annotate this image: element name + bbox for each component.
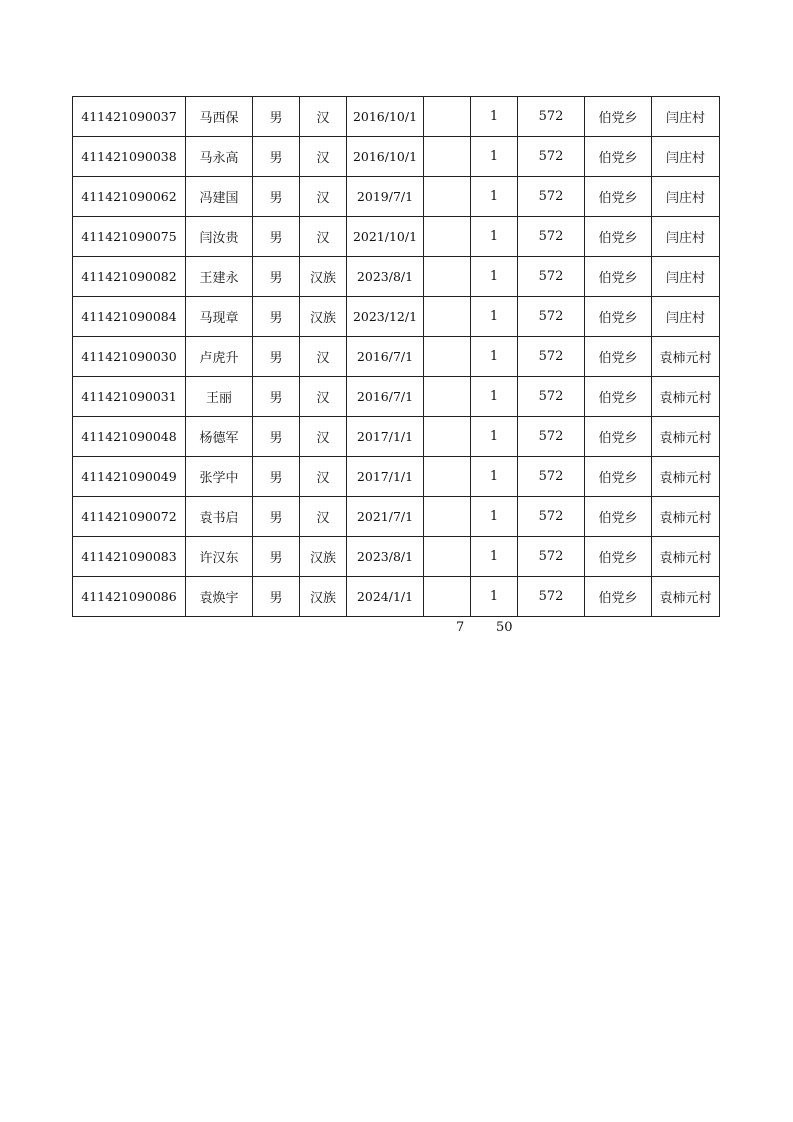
cell-township: 伯党乡: [585, 497, 652, 537]
table-row: [73, 297, 720, 337]
cell-ethnicity: 汉: [300, 137, 347, 177]
cell-id-number: 411421090082: [73, 257, 186, 297]
cell-count: 1: [471, 417, 518, 457]
cell-name: 马永高: [186, 137, 253, 177]
cell-blank: [424, 537, 471, 577]
cell-township: 伯党乡: [585, 377, 652, 417]
cell-village: 闫庄村: [652, 137, 720, 177]
cell-amount: 572: [518, 577, 585, 617]
cell-ethnicity: 汉: [300, 177, 347, 217]
cell-blank: [424, 97, 471, 137]
records-table-body: [73, 97, 720, 617]
cell-name: 杨德军: [186, 417, 253, 457]
cell-blank: [424, 377, 471, 417]
cell-amount: 572: [518, 217, 585, 257]
cell-village: 闫庄村: [652, 177, 720, 217]
cell-id-number: 411421090084: [73, 297, 186, 337]
cell-blank: [424, 417, 471, 457]
cell-village: 袁柿元村: [652, 577, 720, 617]
cell-amount: 572: [518, 497, 585, 537]
cell-blank: [424, 257, 471, 297]
cell-amount: 572: [518, 177, 585, 217]
cell-village: 袁柿元村: [652, 417, 720, 457]
cell-township: 伯党乡: [585, 297, 652, 337]
cell-count: 1: [471, 497, 518, 537]
cell-amount: 572: [518, 137, 585, 177]
table-row: [73, 497, 720, 537]
cell-name: 卢虎升: [186, 337, 253, 377]
cell-ethnicity: 汉: [300, 497, 347, 537]
cell-count: 1: [471, 577, 518, 617]
cell-id-number: 411421090038: [73, 137, 186, 177]
cell-date: 2016/7/1: [347, 377, 424, 417]
cell-id-number: 411421090031: [73, 377, 186, 417]
cell-blank: [424, 217, 471, 257]
records-table: [72, 96, 720, 617]
cell-count: 1: [471, 457, 518, 497]
cell-ethnicity: 汉族: [300, 537, 347, 577]
cell-id-number: 411421090083: [73, 537, 186, 577]
cell-village: 闫庄村: [652, 257, 720, 297]
cell-sex: 男: [253, 537, 300, 577]
cell-village: 闫庄村: [652, 217, 720, 257]
cell-date: 2021/7/1: [347, 497, 424, 537]
cell-amount: 572: [518, 377, 585, 417]
cell-name: 王建永: [186, 257, 253, 297]
cell-count: 1: [471, 537, 518, 577]
cell-township: 伯党乡: [585, 577, 652, 617]
cell-township: 伯党乡: [585, 537, 652, 577]
cell-blank: [424, 337, 471, 377]
cell-sex: 男: [253, 337, 300, 377]
cell-name: 许汉东: [186, 537, 253, 577]
cell-village: 袁柿元村: [652, 497, 720, 537]
cell-sex: 男: [253, 217, 300, 257]
table-row: [73, 97, 720, 137]
cell-sex: 男: [253, 377, 300, 417]
cell-ethnicity: 汉: [300, 337, 347, 377]
cell-ethnicity: 汉: [300, 417, 347, 457]
cell-sex: 男: [253, 97, 300, 137]
cell-amount: 572: [518, 97, 585, 137]
cell-township: 伯党乡: [585, 257, 652, 297]
cell-count: 1: [471, 97, 518, 137]
cell-count: 1: [471, 177, 518, 217]
cell-blank: [424, 457, 471, 497]
table-row: [73, 217, 720, 257]
cell-name: 王丽: [186, 377, 253, 417]
cell-village: 袁柿元村: [652, 377, 720, 417]
cell-date: 2023/8/1: [347, 537, 424, 577]
cell-township: 伯党乡: [585, 97, 652, 137]
cell-amount: 572: [518, 457, 585, 497]
cell-date: 2023/8/1: [347, 257, 424, 297]
cell-township: 伯党乡: [585, 337, 652, 377]
table-row: [73, 577, 720, 617]
cell-blank: [424, 297, 471, 337]
cell-ethnicity: 汉族: [300, 257, 347, 297]
cell-ethnicity: 汉: [300, 217, 347, 257]
cell-count: 1: [471, 137, 518, 177]
cell-amount: 572: [518, 297, 585, 337]
cell-sex: 男: [253, 577, 300, 617]
cell-name: 闫汝贵: [186, 217, 253, 257]
cell-date: 2016/10/1: [347, 137, 424, 177]
cell-township: 伯党乡: [585, 217, 652, 257]
cell-township: 伯党乡: [585, 457, 652, 497]
cell-id-number: 411421090037: [73, 97, 186, 137]
cell-id-number: 411421090072: [73, 497, 186, 537]
cell-date: 2019/7/1: [347, 177, 424, 217]
cell-count: 1: [471, 257, 518, 297]
cell-ethnicity: 汉: [300, 457, 347, 497]
cell-village: 闫庄村: [652, 297, 720, 337]
table-row: [73, 417, 720, 457]
cell-name: 马西保: [186, 97, 253, 137]
table-row: [73, 137, 720, 177]
cell-sex: 男: [253, 137, 300, 177]
cell-id-number: 411421090075: [73, 217, 186, 257]
cell-amount: 572: [518, 337, 585, 377]
cell-id-number: 411421090030: [73, 337, 186, 377]
table-row: [73, 377, 720, 417]
table-row: [73, 337, 720, 377]
cell-blank: [424, 137, 471, 177]
cell-name: 张学中: [186, 457, 253, 497]
cell-ethnicity: 汉: [300, 97, 347, 137]
cell-date: 2016/7/1: [347, 337, 424, 377]
cell-ethnicity: 汉: [300, 377, 347, 417]
cell-id-number: 411421090086: [73, 577, 186, 617]
cell-sex: 男: [253, 257, 300, 297]
cell-count: 1: [471, 297, 518, 337]
cell-blank: [424, 577, 471, 617]
cell-id-number: 411421090062: [73, 177, 186, 217]
cell-sex: 男: [253, 297, 300, 337]
cell-amount: 572: [518, 537, 585, 577]
cell-id-number: 411421090049: [73, 457, 186, 497]
cell-ethnicity: 汉族: [300, 297, 347, 337]
cell-date: 2023/12/1: [347, 297, 424, 337]
cell-village: 袁柿元村: [652, 337, 720, 377]
cell-name: 冯建国: [186, 177, 253, 217]
cell-sex: 男: [253, 497, 300, 537]
cell-village: 闫庄村: [652, 97, 720, 137]
cell-sex: 男: [253, 417, 300, 457]
cell-amount: 572: [518, 417, 585, 457]
total-count-right: 50: [496, 620, 513, 635]
cell-date: 2017/1/1: [347, 457, 424, 497]
cell-name: 马现章: [186, 297, 253, 337]
cell-date: 2021/10/1: [347, 217, 424, 257]
table-row: [73, 257, 720, 297]
cell-name: 袁焕宇: [186, 577, 253, 617]
cell-sex: 男: [253, 177, 300, 217]
table-row: [73, 457, 720, 497]
cell-ethnicity: 汉族: [300, 577, 347, 617]
cell-blank: [424, 497, 471, 537]
cell-date: 2017/1/1: [347, 417, 424, 457]
cell-sex: 男: [253, 457, 300, 497]
cell-township: 伯党乡: [585, 177, 652, 217]
cell-name: 袁书启: [186, 497, 253, 537]
total-count-left: 7: [456, 620, 465, 635]
cell-blank: [424, 177, 471, 217]
table-row: [73, 177, 720, 217]
table-row: [73, 537, 720, 577]
cell-count: 1: [471, 377, 518, 417]
cell-village: 袁柿元村: [652, 537, 720, 577]
cell-date: 2016/10/1: [347, 97, 424, 137]
cell-count: 1: [471, 337, 518, 377]
cell-id-number: 411421090048: [73, 417, 186, 457]
cell-township: 伯党乡: [585, 417, 652, 457]
cell-township: 伯党乡: [585, 137, 652, 177]
cell-village: 袁柿元村: [652, 457, 720, 497]
cell-date: 2024/1/1: [347, 577, 424, 617]
cell-count: 1: [471, 217, 518, 257]
cell-amount: 572: [518, 257, 585, 297]
